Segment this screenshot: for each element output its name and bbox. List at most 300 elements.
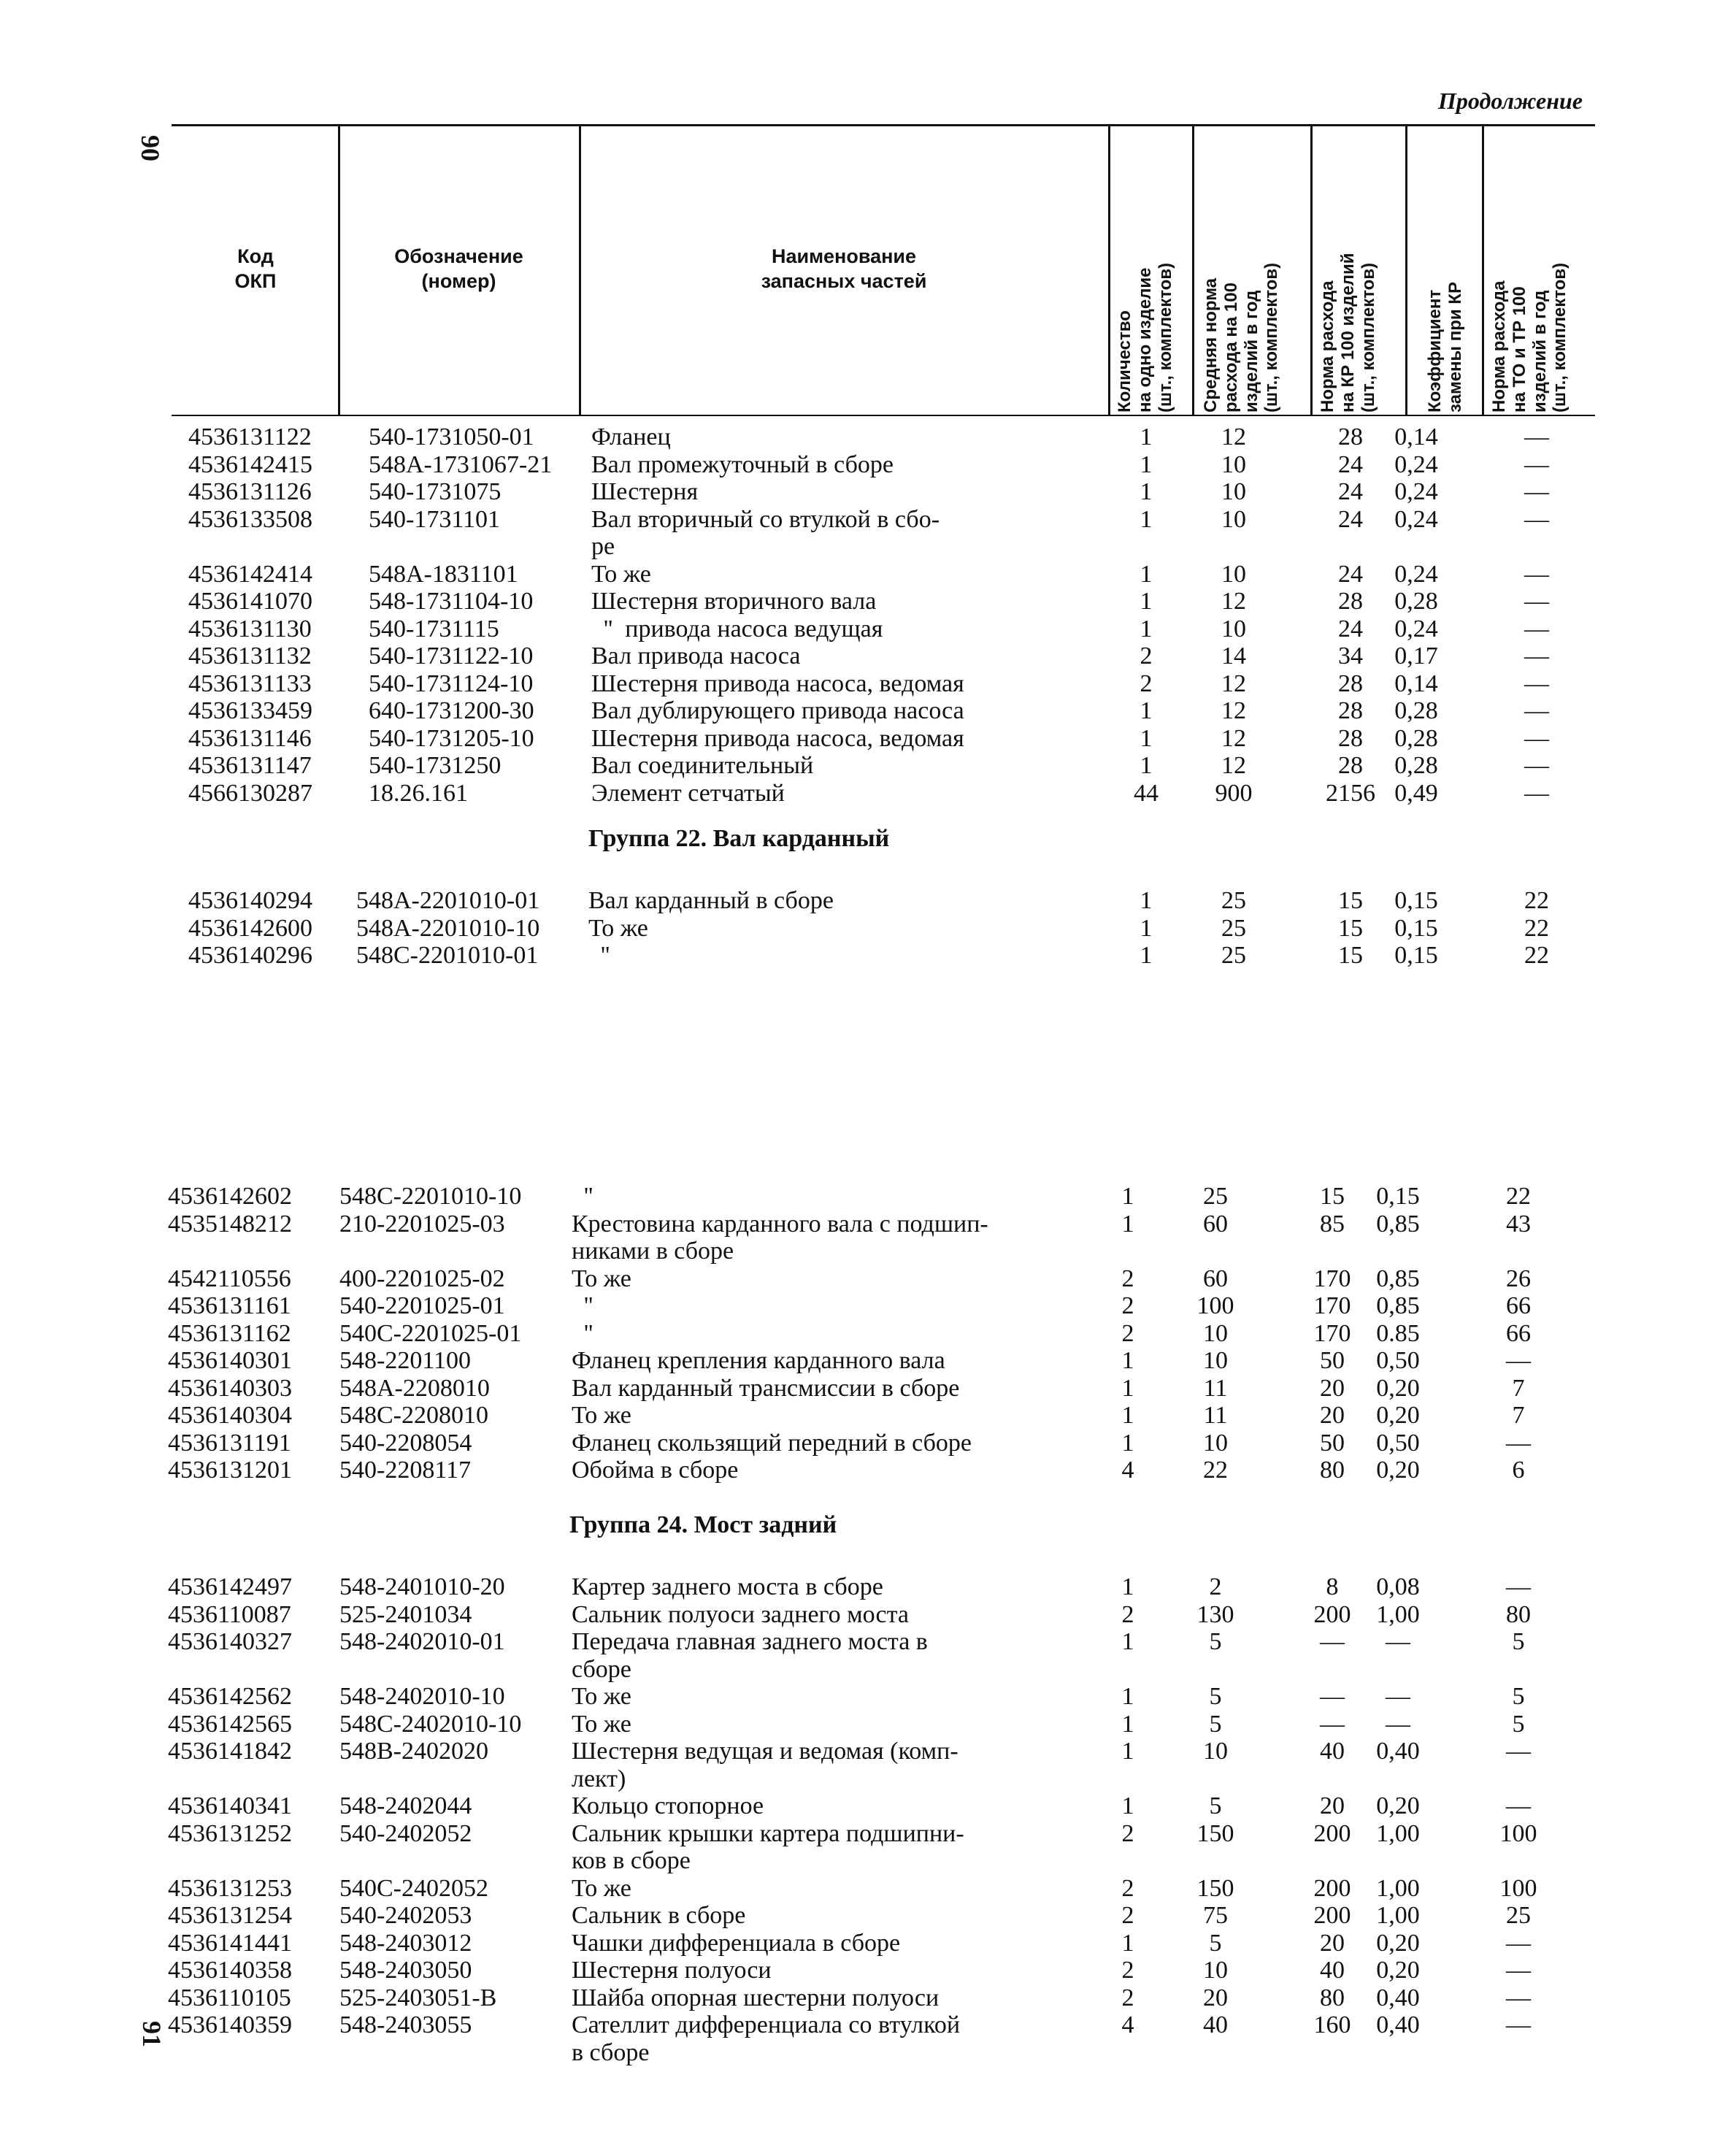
to-tr-rate: — — [1524, 505, 1549, 533]
replacement-coef: 1,00 — [1376, 1874, 1420, 1902]
replacement-coef: 0,24 — [1394, 560, 1438, 588]
table-row — [0, 588, 1725, 615]
part-number: 548-2401010-20 — [339, 1573, 505, 1600]
table-row — [0, 1457, 1725, 1484]
qty-per-unit: 1 — [1140, 450, 1153, 478]
table-row — [0, 1902, 1725, 1930]
avg-rate: 100 — [1196, 1292, 1234, 1319]
table-row — [0, 451, 1725, 479]
avg-rate: 10 — [1203, 1738, 1228, 1765]
replacement-coef: — — [1386, 1683, 1410, 1710]
okp-code: 4536131147 — [188, 752, 312, 779]
replacement-coef: 0,24 — [1394, 478, 1438, 505]
replacement-coef: 0,15 — [1394, 942, 1438, 969]
replacement-coef: 1,00 — [1376, 1819, 1420, 1847]
okp-code: 4542110556 — [168, 1265, 291, 1292]
avg-rate: 12 — [1221, 724, 1246, 752]
part-number: 548А-1831101 — [369, 560, 518, 588]
header-kr: Норма расхода на КР 100 изделий (шт., комплектов) — [1318, 253, 1378, 413]
okp-code: 4566130287 — [188, 779, 312, 807]
okp-code: 4536141842 — [168, 1738, 292, 1765]
replacement-coef: 0,14 — [1394, 670, 1438, 697]
part-number: 548-1731104-10 — [369, 588, 534, 615]
part-number: 548В-2402020 — [339, 1738, 488, 1765]
avg-rate: 12 — [1221, 752, 1246, 779]
qty-per-unit: 1 — [1121, 1347, 1134, 1374]
to-tr-rate: — — [1524, 724, 1549, 752]
qty-per-unit: 2 — [1121, 1984, 1134, 2011]
replacement-coef: 0,08 — [1376, 1573, 1420, 1600]
part-number: 548А-1731067-21 — [369, 450, 553, 478]
replacement-coef: 0,15 — [1376, 1183, 1420, 1210]
to-tr-rate: — — [1506, 1429, 1531, 1457]
kr-rate: 15 — [1320, 1183, 1345, 1210]
to-tr-rate: — — [1524, 615, 1549, 642]
table-row — [0, 915, 1725, 943]
header-coef: Коэффициент замены при КР — [1425, 282, 1465, 413]
table-row — [0, 1792, 1725, 1820]
replacement-coef: 0,15 — [1394, 887, 1438, 914]
qty-per-unit: 1 — [1140, 724, 1153, 752]
to-tr-rate: 5 — [1512, 1710, 1525, 1738]
replacement-coef: 0,14 — [1394, 423, 1438, 450]
kr-rate: 170 — [1313, 1265, 1351, 1292]
qty-per-unit: 1 — [1140, 752, 1153, 779]
replacement-coef: 0,20 — [1376, 1792, 1420, 1819]
kr-rate: — — [1320, 1710, 1345, 1738]
avg-rate: 900 — [1215, 779, 1253, 807]
okp-code: 4536133459 — [188, 697, 312, 724]
okp-code: 4536140296 — [188, 942, 312, 969]
to-tr-rate: 22 — [1524, 914, 1549, 942]
to-tr-rate: 100 — [1499, 1819, 1537, 1847]
replacement-coef: 0,15 — [1394, 914, 1438, 942]
part-name: Шестерня привода насоса, ведомая — [591, 724, 964, 752]
replacement-coef: 0,50 — [1376, 1429, 1420, 1457]
part-name: Картер заднего моста в сборе — [572, 1573, 883, 1600]
avg-rate: 25 — [1221, 942, 1246, 969]
table-row — [0, 1820, 1725, 1875]
kr-rate: 8 — [1326, 1573, 1339, 1600]
kr-rate: 160 — [1313, 2011, 1351, 2038]
part-name: Фланец крепления карданного вала — [572, 1347, 945, 1374]
table-row — [0, 2011, 1725, 2066]
to-tr-rate: 80 — [1506, 1600, 1531, 1628]
part-name: Фланец — [591, 423, 671, 450]
to-tr-rate: 26 — [1506, 1265, 1531, 1292]
kr-rate: 15 — [1338, 914, 1363, 942]
okp-code: 4536131254 — [168, 1902, 292, 1929]
qty-per-unit: 1 — [1140, 505, 1153, 533]
replacement-coef: 0,40 — [1376, 2011, 1420, 2038]
avg-rate: 5 — [1209, 1792, 1222, 1819]
part-number: 525-2403051-В — [339, 1984, 497, 2011]
qty-per-unit: 1 — [1140, 423, 1153, 450]
okp-code: 4536142562 — [168, 1683, 292, 1710]
table-row — [0, 1265, 1725, 1293]
part-name: Вал карданный трансмиссии в сборе — [572, 1374, 960, 1402]
kr-rate: 24 — [1338, 505, 1363, 533]
part-number: 540-1731122-10 — [369, 642, 534, 670]
avg-rate: 10 — [1221, 560, 1246, 588]
part-number: 540С-2201025-01 — [339, 1319, 522, 1347]
qty-per-unit: 2 — [1121, 1292, 1134, 1319]
qty-per-unit: 2 — [1140, 670, 1153, 697]
table-row — [0, 506, 1725, 561]
okp-code: 4536140327 — [168, 1628, 292, 1655]
kr-rate: 24 — [1338, 478, 1363, 505]
kr-rate: 50 — [1320, 1347, 1345, 1374]
part-name: Вал привода насоса — [591, 642, 801, 670]
replacement-coef: 0,20 — [1376, 1374, 1420, 1402]
to-tr-rate: 66 — [1506, 1292, 1531, 1319]
part-name: Шайба опорная шестерни полуоси — [572, 1984, 940, 2011]
table-row — [0, 780, 1725, 807]
avg-rate: 25 — [1221, 887, 1246, 914]
to-tr-rate: 100 — [1499, 1874, 1537, 1902]
table-row — [0, 1628, 1725, 1683]
okp-code: 4536133508 — [188, 505, 312, 533]
qty-per-unit: 1 — [1121, 1710, 1134, 1738]
replacement-coef: 0,40 — [1376, 1738, 1420, 1765]
qty-per-unit: 1 — [1121, 1929, 1134, 1957]
okp-code: 4536140294 — [188, 887, 312, 914]
part-name: '' привода насоса ведущая — [591, 615, 883, 642]
avg-rate: 40 — [1203, 2011, 1228, 2038]
table-row — [0, 670, 1725, 698]
okp-code: 4536142600 — [188, 914, 312, 942]
part-name: Шестерня полуоси — [572, 1957, 772, 1984]
part-number: 548А-2208010 — [339, 1374, 490, 1402]
okp-code: 4536142497 — [168, 1573, 292, 1600]
qty-per-unit: 1 — [1121, 1210, 1134, 1238]
okp-code: 4536131162 — [168, 1319, 291, 1347]
to-tr-rate: — — [1524, 478, 1549, 505]
avg-rate: 5 — [1209, 1683, 1222, 1710]
part-name: Чашки дифференциала в сборе — [572, 1929, 901, 1957]
header-name: Наименование запасных частей — [761, 245, 927, 292]
kr-rate: 24 — [1338, 450, 1363, 478]
part-number: 640-1731200-30 — [369, 697, 534, 724]
table-row — [0, 1430, 1725, 1457]
avg-rate: 10 — [1203, 1429, 1228, 1457]
header-divider — [1108, 126, 1110, 415]
to-tr-rate: — — [1524, 779, 1549, 807]
kr-rate: 80 — [1320, 1984, 1345, 2011]
avg-rate: 12 — [1221, 697, 1246, 724]
kr-rate: 200 — [1313, 1902, 1351, 1929]
part-number: 540С-2402052 — [339, 1874, 488, 1902]
kr-rate: 24 — [1338, 615, 1363, 642]
part-number: 548-2403012 — [339, 1929, 472, 1957]
kr-rate: 28 — [1338, 423, 1363, 450]
part-name: Шестерня привода насоса, ведомая — [591, 670, 964, 697]
continuation-label: Продолжение — [1438, 88, 1583, 114]
qty-per-unit: 1 — [1121, 1792, 1134, 1819]
kr-rate: 20 — [1320, 1929, 1345, 1957]
to-tr-rate: — — [1524, 588, 1549, 615]
qty-per-unit: 1 — [1140, 942, 1153, 969]
kr-rate: 50 — [1320, 1429, 1345, 1457]
qty-per-unit: 2 — [1121, 1874, 1134, 1902]
qty-per-unit: 1 — [1121, 1628, 1134, 1655]
part-number: 540-1731075 — [369, 478, 502, 505]
kr-rate: 200 — [1313, 1600, 1351, 1628]
kr-rate: 34 — [1338, 642, 1363, 670]
kr-rate: 28 — [1338, 752, 1363, 779]
part-number: 540-1731250 — [369, 752, 502, 779]
part-number: 548-2403055 — [339, 2011, 472, 2038]
replacement-coef: 1,00 — [1376, 1902, 1420, 1929]
okp-code: 4536140341 — [168, 1792, 292, 1819]
part-name: '' — [572, 1183, 593, 1210]
part-name: То же — [572, 1402, 631, 1429]
to-tr-rate: — — [1506, 2011, 1531, 2038]
replacement-coef: 0,24 — [1394, 615, 1438, 642]
part-number: 540-1731124-10 — [369, 670, 534, 697]
to-tr-rate: 66 — [1506, 1319, 1531, 1347]
avg-rate: 12 — [1221, 670, 1246, 697]
qty-per-unit: 1 — [1140, 478, 1153, 505]
to-tr-rate: 7 — [1512, 1402, 1525, 1429]
table-row — [0, 1683, 1725, 1711]
part-number: 540-1731115 — [369, 615, 499, 642]
replacement-coef: 0,24 — [1394, 505, 1438, 533]
part-name: То же — [572, 1710, 631, 1738]
table-row — [0, 615, 1725, 643]
part-number: 548-2201100 — [339, 1347, 472, 1374]
avg-rate: 150 — [1196, 1819, 1234, 1847]
to-tr-rate: — — [1506, 1957, 1531, 1984]
qty-per-unit: 1 — [1121, 1402, 1134, 1429]
part-number: 540-2201025-01 — [339, 1292, 505, 1319]
replacement-coef: 0,40 — [1376, 1984, 1420, 2011]
part-number: 548-2402010-10 — [339, 1683, 505, 1710]
table-row — [0, 1930, 1725, 1957]
to-tr-rate: — — [1524, 642, 1549, 670]
qty-per-unit: 1 — [1140, 697, 1153, 724]
qty-per-unit: 2 — [1140, 642, 1153, 670]
table-row — [0, 1347, 1725, 1375]
page-number-bottom: 91 — [137, 2021, 166, 2047]
kr-rate: 200 — [1313, 1874, 1351, 1902]
okp-code: 4536142602 — [168, 1183, 292, 1210]
part-number: 548А-2201010-01 — [356, 887, 540, 914]
table-row — [0, 697, 1725, 725]
qty-per-unit: 2 — [1121, 1265, 1134, 1292]
kr-rate: 15 — [1338, 942, 1363, 969]
replacement-coef: 0,20 — [1376, 1929, 1420, 1957]
avg-rate: 5 — [1209, 1929, 1222, 1957]
part-number: 540-1731050-01 — [369, 423, 534, 450]
qty-per-unit: 1 — [1121, 1573, 1134, 1600]
header-to: Норма расхода на ТО и ТР 100 изделий в год (шт., комплектов) — [1489, 262, 1570, 413]
avg-rate: 10 — [1221, 505, 1246, 533]
to-tr-rate: — — [1506, 1929, 1531, 1957]
replacement-coef: 0,28 — [1394, 697, 1438, 724]
to-tr-rate: 5 — [1512, 1628, 1525, 1655]
to-tr-rate: — — [1524, 670, 1549, 697]
group-22-title: Группа 22. Вал карданный — [588, 825, 890, 852]
qty-per-unit: 4 — [1121, 1457, 1134, 1484]
okp-code: 4536142565 — [168, 1710, 292, 1738]
okp-code: 4536140301 — [168, 1347, 292, 1374]
to-tr-rate: — — [1506, 1984, 1531, 2011]
table-row — [0, 561, 1725, 588]
avg-rate: 5 — [1209, 1628, 1222, 1655]
part-name: Шестерня ведущая и ведомая (комп- лект) — [572, 1738, 958, 1792]
okp-code: 4536110087 — [168, 1600, 291, 1628]
part-name: Вал вторичный со втулкой в сбо- ре — [591, 505, 940, 560]
table-row — [0, 1211, 1725, 1265]
okp-code: 4536140304 — [168, 1402, 292, 1429]
part-name: '' — [572, 1319, 593, 1347]
part-name: То же — [588, 914, 648, 942]
replacement-coef: 0,49 — [1394, 779, 1438, 807]
part-number: 548-2403050 — [339, 1957, 472, 1984]
replacement-coef: 1,00 — [1376, 1600, 1420, 1628]
header-divider — [1482, 126, 1484, 415]
okp-code: 4536131201 — [168, 1457, 292, 1484]
replacement-coef: 0,20 — [1376, 1402, 1420, 1429]
to-tr-rate: — — [1506, 1573, 1531, 1600]
part-name: То же — [572, 1265, 631, 1292]
avg-rate: 12 — [1221, 588, 1246, 615]
avg-rate: 12 — [1221, 423, 1246, 450]
header-designation: Обозначение (номер) — [394, 245, 523, 292]
qty-per-unit: 2 — [1121, 1319, 1134, 1347]
part-number: 548-2402010-01 — [339, 1628, 505, 1655]
part-name: Вал соединительный — [591, 752, 814, 779]
replacement-coef: 0,50 — [1376, 1347, 1420, 1374]
replacement-coef: 0,17 — [1394, 642, 1438, 670]
okp-code: 4536131252 — [168, 1819, 292, 1847]
table-row — [0, 1320, 1725, 1348]
part-name: Элемент сетчатый — [591, 779, 785, 807]
okp-code: 4536131161 — [168, 1292, 291, 1319]
header-divider — [1405, 126, 1407, 415]
avg-rate: 11 — [1203, 1374, 1228, 1402]
header-top-rule — [172, 124, 1595, 126]
part-number: 540-2402052 — [339, 1819, 472, 1847]
okp-code: 4536140359 — [168, 2011, 292, 2038]
okp-code: 4536131253 — [168, 1874, 292, 1902]
to-tr-rate: 6 — [1512, 1457, 1525, 1484]
to-tr-rate: 22 — [1506, 1183, 1531, 1210]
part-name: Передача главная заднего моста в сборе — [572, 1628, 928, 1683]
part-number: 548А-2201010-10 — [356, 914, 540, 942]
replacement-coef: — — [1386, 1710, 1410, 1738]
avg-rate: 10 — [1221, 615, 1246, 642]
qty-per-unit: 1 — [1121, 1183, 1134, 1210]
table-row — [0, 1573, 1725, 1601]
qty-per-unit: 1 — [1121, 1429, 1134, 1457]
okp-code: 4536140303 — [168, 1374, 292, 1402]
part-name: Шестерня — [591, 478, 699, 505]
qty-per-unit: 1 — [1140, 887, 1153, 914]
to-tr-rate: — — [1506, 1347, 1531, 1374]
to-tr-rate: — — [1506, 1738, 1531, 1765]
okp-code: 4536131130 — [188, 615, 312, 642]
table-row — [0, 1711, 1725, 1738]
part-name: То же — [572, 1683, 631, 1710]
part-name: Сальник в сборе — [572, 1902, 746, 1929]
to-tr-rate: — — [1506, 1792, 1531, 1819]
avg-rate: 10 — [1221, 450, 1246, 478]
header-code: Код ОКП — [234, 245, 277, 292]
page-number-top: 90 — [136, 135, 165, 161]
qty-per-unit: 2 — [1121, 1902, 1134, 1929]
okp-code: 4536141441 — [168, 1929, 292, 1957]
table-row — [0, 1738, 1725, 1792]
okp-code: 4536131133 — [188, 670, 312, 697]
part-number: 548С-2402010-10 — [339, 1710, 522, 1738]
part-name: Шестерня вторичного вала — [591, 588, 877, 615]
qty-per-unit: 1 — [1140, 588, 1153, 615]
okp-code: 4536131126 — [188, 478, 312, 505]
avg-rate: 75 — [1203, 1902, 1228, 1929]
qty-per-unit: 44 — [1134, 779, 1159, 807]
kr-rate: 170 — [1313, 1319, 1351, 1347]
header-divider — [1310, 126, 1313, 415]
avg-rate: 10 — [1203, 1347, 1228, 1374]
part-name: То же — [572, 1874, 631, 1902]
replacement-coef: 0,28 — [1394, 752, 1438, 779]
okp-code: 4536142414 — [188, 560, 312, 588]
to-tr-rate: — — [1524, 423, 1549, 450]
qty-per-unit: 1 — [1121, 1374, 1134, 1402]
kr-rate: 28 — [1338, 724, 1363, 752]
part-number: 210-2201025-03 — [339, 1210, 505, 1238]
replacement-coef: 0,28 — [1394, 588, 1438, 615]
qty-per-unit: 2 — [1121, 1957, 1134, 1984]
okp-code: 4536131146 — [188, 724, 312, 752]
part-number: 548С-2201010-10 — [339, 1183, 522, 1210]
part-name: Фланец скользящий передний в сборе — [572, 1429, 972, 1457]
avg-rate: 60 — [1203, 1210, 1228, 1238]
avg-rate: 150 — [1196, 1874, 1234, 1902]
kr-rate: 20 — [1320, 1792, 1345, 1819]
qty-per-unit: 2 — [1121, 1819, 1134, 1847]
part-number: 540-2402053 — [339, 1902, 472, 1929]
avg-rate: 10 — [1221, 478, 1246, 505]
part-name: Вал промежуточный в сборе — [591, 450, 894, 478]
part-name: '' — [588, 942, 610, 969]
avg-rate: 11 — [1203, 1402, 1228, 1429]
qty-per-unit: 2 — [1121, 1600, 1134, 1628]
replacement-coef: 0,20 — [1376, 1957, 1420, 1984]
to-tr-rate: 22 — [1524, 887, 1549, 914]
part-number: 548С-2201010-01 — [356, 942, 539, 969]
part-number: 540-2208054 — [339, 1429, 472, 1457]
to-tr-rate: 7 — [1512, 1374, 1525, 1402]
qty-per-unit: 1 — [1140, 615, 1153, 642]
okp-code: 4536141070 — [188, 588, 312, 615]
qty-per-unit: 1 — [1140, 560, 1153, 588]
table-row — [0, 1875, 1725, 1903]
kr-rate: 28 — [1338, 670, 1363, 697]
to-tr-rate: 5 — [1512, 1683, 1525, 1710]
kr-rate: 20 — [1320, 1402, 1345, 1429]
part-number: 548С-2208010 — [339, 1402, 488, 1429]
table-row — [0, 423, 1725, 451]
qty-per-unit: 1 — [1121, 1738, 1134, 1765]
table-row — [0, 1183, 1725, 1211]
to-tr-rate: — — [1524, 560, 1549, 588]
table-row — [0, 887, 1725, 915]
kr-rate: 80 — [1320, 1457, 1345, 1484]
avg-rate: 20 — [1203, 1984, 1228, 2011]
